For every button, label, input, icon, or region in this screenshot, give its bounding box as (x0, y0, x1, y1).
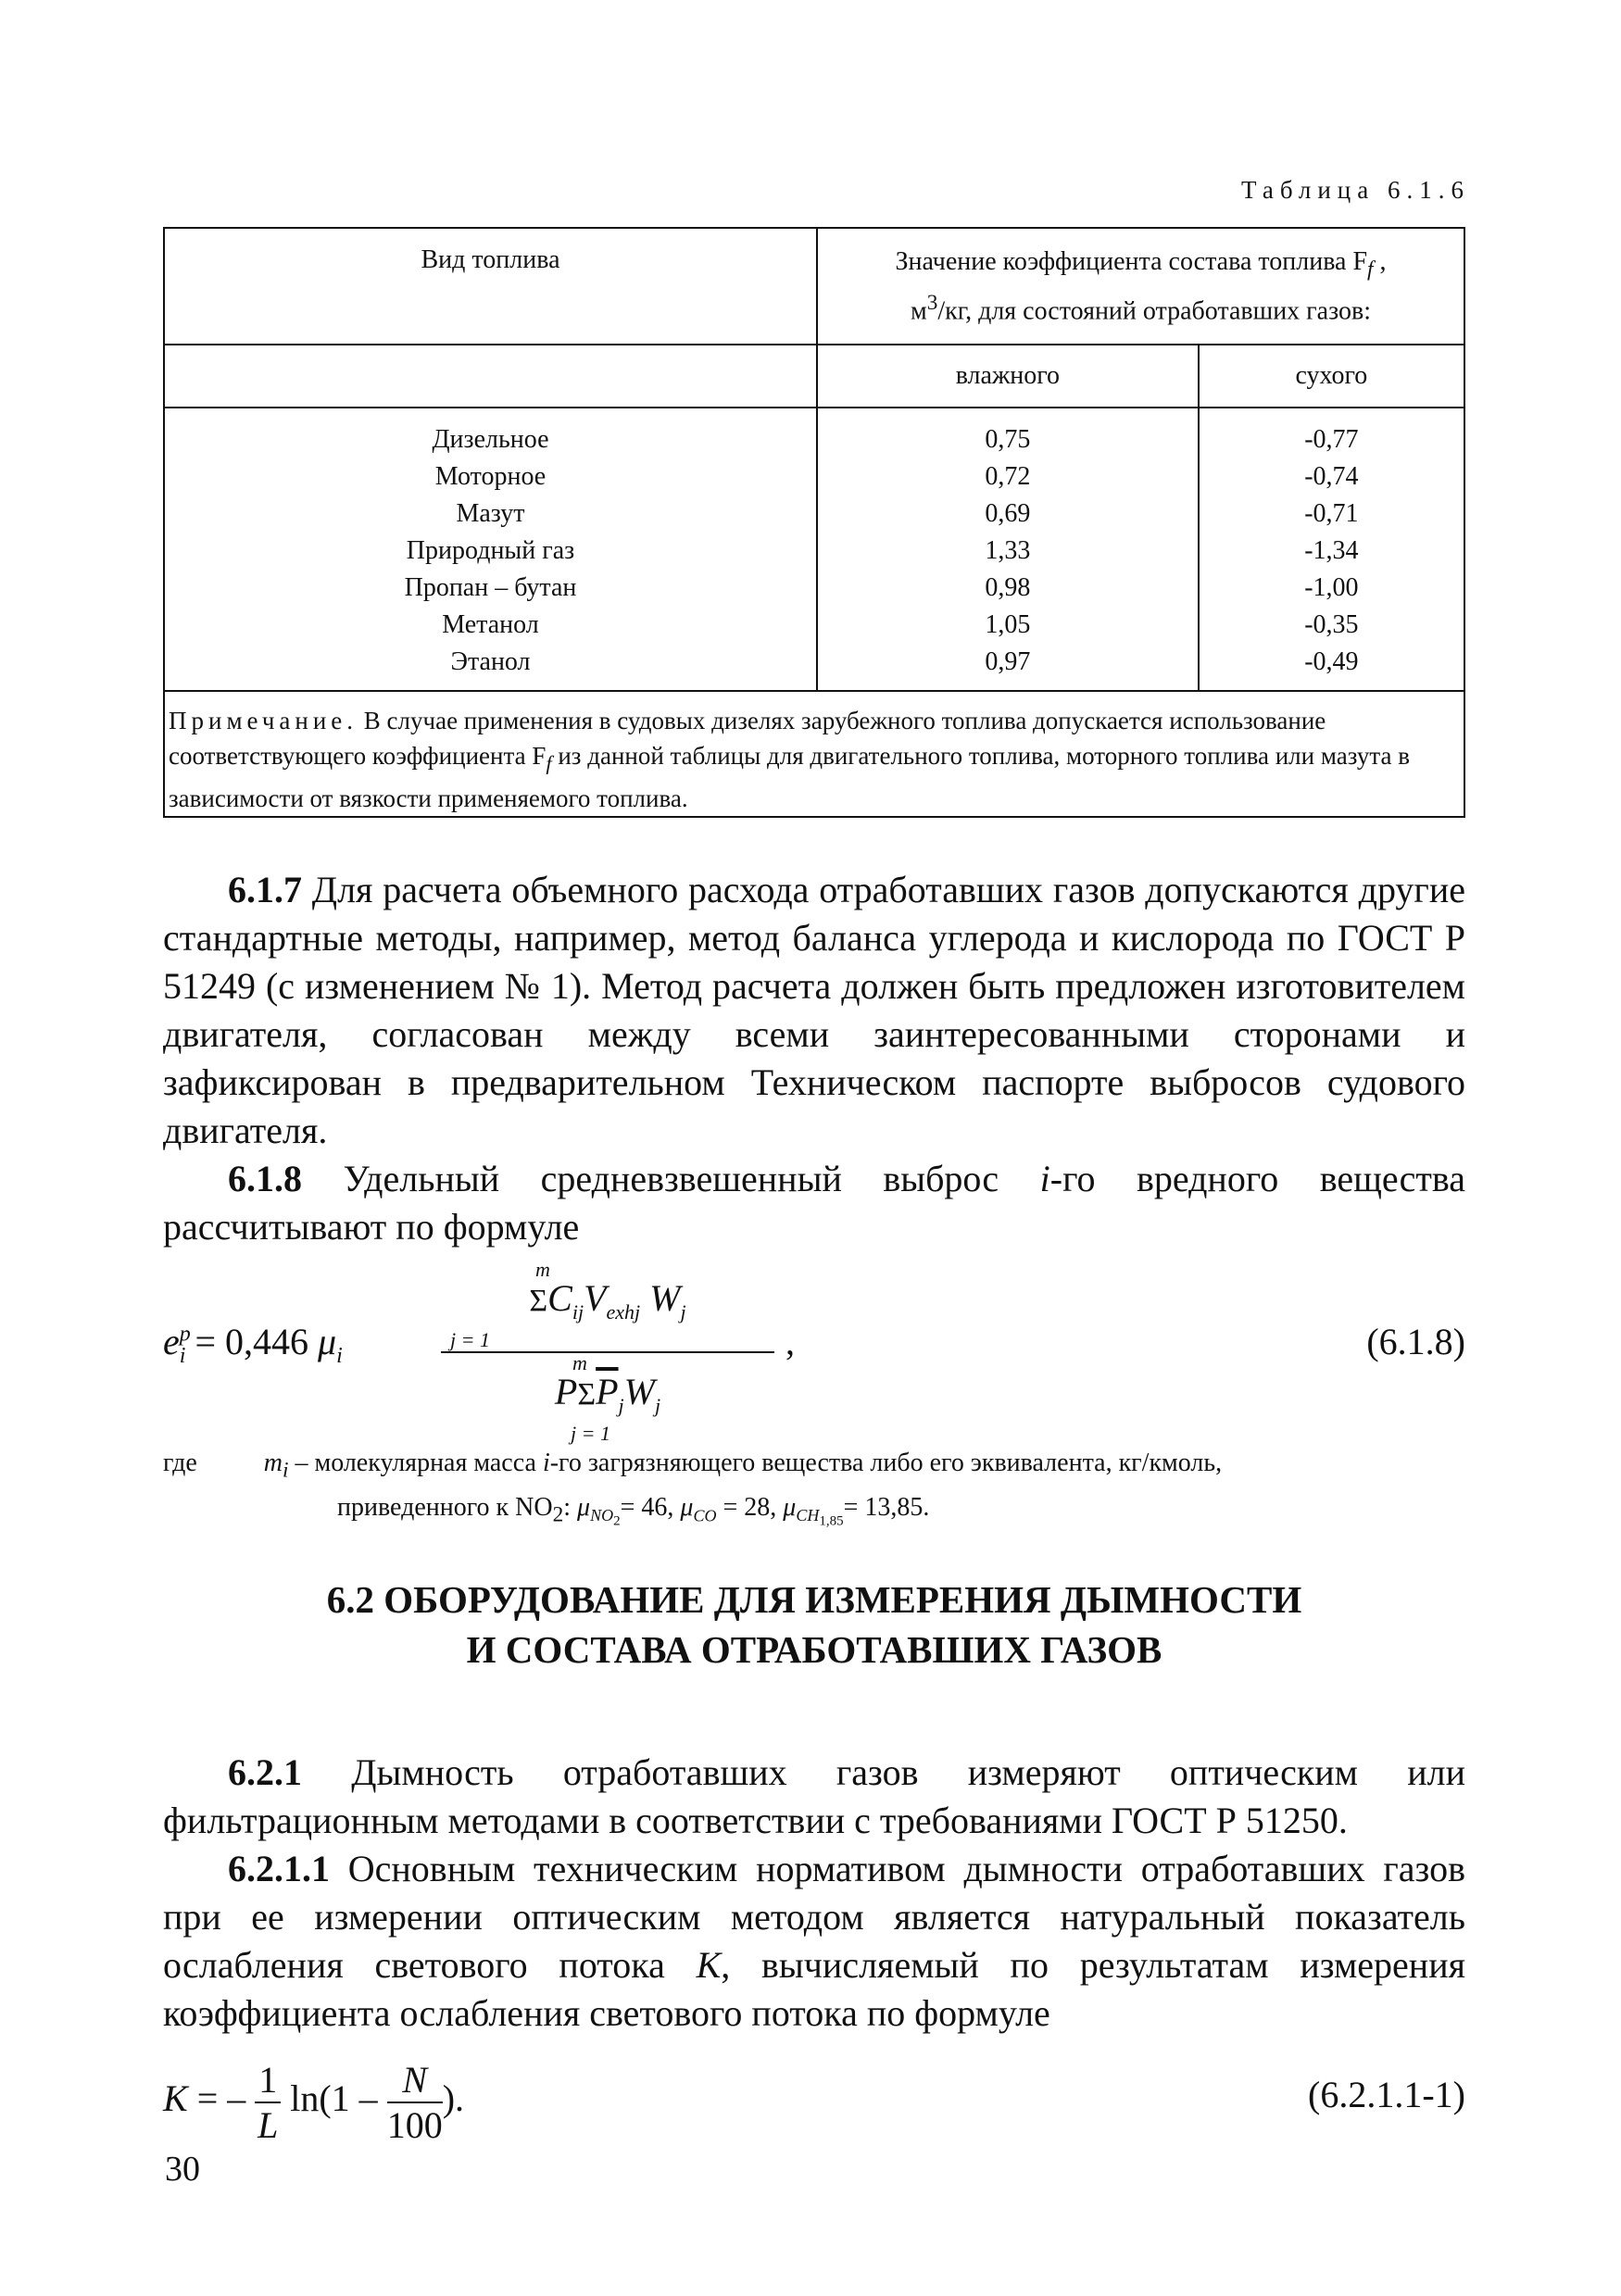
table-row-fuel: Мазут (456, 499, 525, 528)
formula-6-2-1-1-1: K = – $\frac{1}{L}$ ln(1 – $\frac{N}{100}$ ). (6.2.1.1-1) (163, 2059, 1465, 2146)
table-cell-dry: -0,35 (1304, 610, 1359, 639)
paragraph-6-1-8: 6.1.8 Удельный средневзвешенный выброс i-го вредного вещества рассчитывают по формуле (163, 1158, 1465, 1248)
formula-number: (6.1.8) (1366, 1321, 1465, 1362)
table-cell-dry: -0,49 (1304, 647, 1359, 676)
wet-values-column (817, 408, 1199, 691)
table-cell-wet: 0,69 (985, 499, 1031, 528)
header-coefficient: Значение коэффициента состава топлива $F_f$ , $м^3/кг$, для состояний отработавших газов: (817, 228, 1464, 345)
formula-number: (6.2.1.1-1) (1308, 2074, 1465, 2115)
table-cell-dry: -1,00 (1304, 573, 1359, 602)
table-cell-wet: 0,75 (985, 425, 1031, 454)
table-caption: Таблица 6.1.6 (1241, 176, 1470, 204)
section-title: 6.2 ОБОРУДОВАНИЕ ДЛЯ ИЗМЕРЕНИЯ ДЫМНОСТИ И СОСТАВА ОТРАБОТАВШИХ ГАЗОВ (326, 1578, 1302, 1671)
table-row-fuel: Пропан – бутан (404, 573, 577, 602)
dry-values-column (1199, 408, 1464, 691)
table-cell-dry: -0,77 (1304, 425, 1359, 454)
table-row-fuel: Природный газ (406, 536, 575, 565)
table-cell-wet: 0,98 (985, 573, 1031, 602)
formula-6-1-8: $e^p_i = 0,446$ $\mu_i$ m $\Sigma C_{ij}V_{exhj}$ $W_j$ j = 1 m $P\Sigma\overline{P}_jW_j$ j = 1 , (6.1.8) (163, 1258, 1465, 1445)
table-cell-wet: 0,72 (985, 462, 1031, 491)
table-row-fuel: Моторное (434, 462, 547, 491)
fuel-coefficient-table (163, 227, 1465, 818)
formula-legend: где $m_i$ – молекулярная масса i-го загрязняющего вещества либо его эквивалента, кг/кмоль, приведенного к $NO_2$: $\mu_{NO_2}= 46$, $\mu_{CO} = 28$, $\mu_{CH_{1,85}}= 13,85$. (163, 1449, 1223, 1529)
table-row-fuel: Метанол (442, 610, 539, 639)
table-cell-wet: 0,97 (985, 647, 1031, 676)
paragraph-6-2-1: 6.2.1 Дымность отработавших газов измеряют оптическим или фильтрационным методами в соответствии с требованиями ГОСТ Р 51250. (163, 1751, 1465, 1841)
fuel-names-column (164, 408, 817, 691)
header-wet: влажного (817, 345, 1199, 408)
table-cell-dry: -0,74 (1304, 462, 1359, 491)
formula-fraction: m $\Sigma C_{ij}V_{exhj}$ $W_j$ j = 1 m $P\Sigma\overline{P}_jW_j$ j = 1 (441, 1260, 774, 1443)
header-fuel-type: Вид топлива (164, 228, 817, 345)
paragraph-6-1-7: 6.1.7 Для расчета объемного расхода отработавших газов допускаются другие стандартные методы, например, метод баланса углерода и кислорода по ГОСТ Р 51249 (с изменением № 1). Метод расчета должен быть предложен изготовителем двигателя, согласован между всеми заинтересованными сторонами и зафиксирован в предварительном Техническом паспорте выбросов судового двигателя. (163, 869, 1465, 1151)
table-cell-dry: -1,34 (1304, 536, 1359, 565)
table-row-fuel: Дизельное (432, 425, 549, 454)
table-cell-wet: 1,33 (985, 536, 1031, 565)
table-row-fuel: Этанол (450, 647, 531, 676)
paragraph-6-2-1-1: 6.2.1.1 Основным техническим нормативом дымности отработавших газов при ее измерении оптическим методом является натуральный показатель ослабления светового потока K, вычисляемый по результатам измерения коэффициента ослабления светового потока по формуле (163, 1848, 1466, 2034)
page-number: 30 (165, 2150, 200, 2189)
table-cell-dry: -0,71 (1304, 499, 1359, 528)
header-dry: сухого (1199, 345, 1464, 408)
table-cell-wet: 1,05 (985, 610, 1031, 639)
table-note: Примечание. В случае применения в судовых дизелях зарубежного топлива допускается использование соответствующего коэффициента $F_f$ из данной таблицы для двигательного топлива, моторного топлива или мазута в зависимости от вязкости применяемого топлива. (164, 691, 1464, 817)
